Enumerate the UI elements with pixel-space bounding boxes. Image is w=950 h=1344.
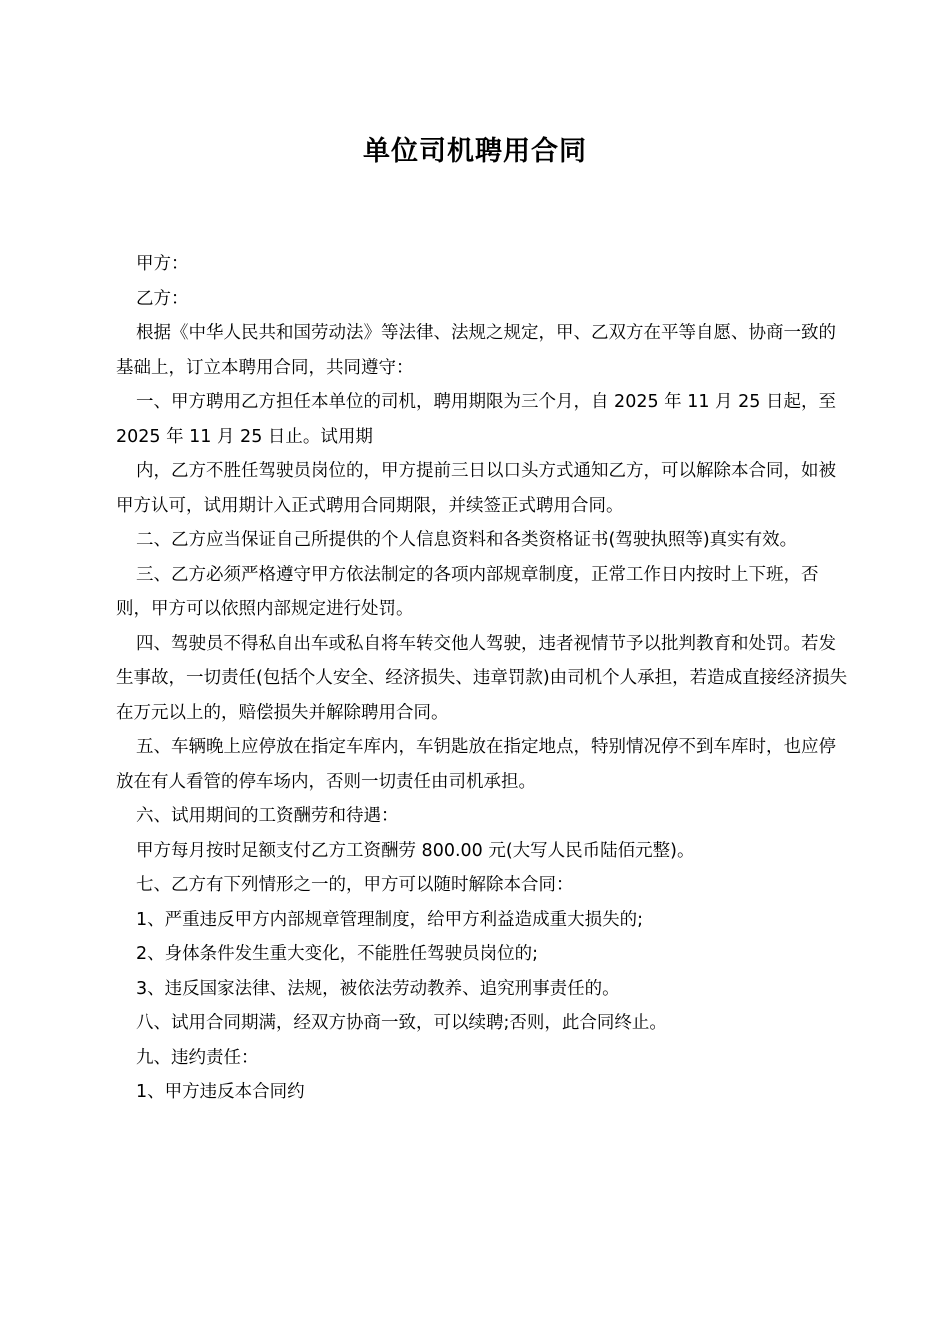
document-title: 单位司机聘用合同	[363, 136, 587, 167]
party-a-line: 甲方：	[136, 254, 189, 274]
preamble-paragraph: 根据《中华人民共和国劳动法》等法律、法规之规定，甲、乙双方在平等自愿、协商一致的基础上，订立本聘用合同，共同遵守：	[116, 323, 836, 378]
clause-3-paragraph: 三、乙方必须严格遵守甲方依法制定的各项内部规章制度，正常工作日内按时上下班，否则，甲方可以依照内部规定进行处罚。	[116, 564, 819, 619]
clause-5-paragraph: 五、车辆晚上应停放在指定车库内，车钥匙放在指定地点，特别情况停不到车库时，也应停放在有人看管的停车场内，否则一切责任由司机承担。	[116, 737, 836, 792]
party-b-line: 乙方：	[136, 288, 189, 309]
clause-8-paragraph: 八、试用合同期满，经双方协商一致，可以续聘;否则，此合同终止。	[136, 1013, 667, 1033]
clause-6-salary-paragraph: 甲方每月按时足额支付乙方工资酬劳 800.00 元(大写人民币陆佰元整)。	[136, 840, 695, 861]
clause-1-paragraph: 一、甲方聘用乙方担任本单位的司机，聘用期限为三个月，自 2025 年 11 月 25 日起，至 2025 年 11 月 25 日止。试用期	[116, 392, 836, 447]
clause-7-item-1: 1、严重违反甲方内部规章管理制度，给甲方利益造成重大损失的;	[136, 909, 644, 930]
clause-7-item-3: 3、违反国家法律、法规，被依法劳动教养、追究刑事责任的。	[136, 978, 620, 999]
clause-7-item-2: 2、身体条件发生重大变化，不能胜任驾驶员岗位的;	[136, 944, 539, 964]
clause-9-heading: 九、违约责任：	[136, 1047, 259, 1068]
clause-9-item-1: 1、甲方违反本合同约	[136, 1082, 305, 1102]
document-body	[116, 247, 850, 1110]
clause-7-heading: 七、乙方有下列情形之一的，甲方可以随时解除本合同：	[136, 875, 574, 895]
clause-2-paragraph: 二、乙方应当保证自己所提供的个人信息资料和各类资格证书(驾驶执照等)真实有效。	[136, 530, 798, 550]
clause-6-heading: 六、试用期间的工资酬劳和待遇：	[136, 806, 399, 826]
clause-4-paragraph: 四、驾驶员不得私自出车或私自将车转交他人驾驶，违者视情节予以批判教育和处罚。若发生事故，一切责任(包括个人安全、经济损失、违章罚款)由司机个人承担，若造成直接经济损失在万元以上的，赔偿损失并解除聘用合同。	[116, 633, 848, 723]
clause-1-continued-paragraph: 内，乙方不胜任驾驶员岗位的，甲方提前三日以口头方式通知乙方，可以解除本合同，如被甲方认可，试用期计入正式聘用合同期限，并续签正式聘用合同。	[116, 461, 836, 516]
